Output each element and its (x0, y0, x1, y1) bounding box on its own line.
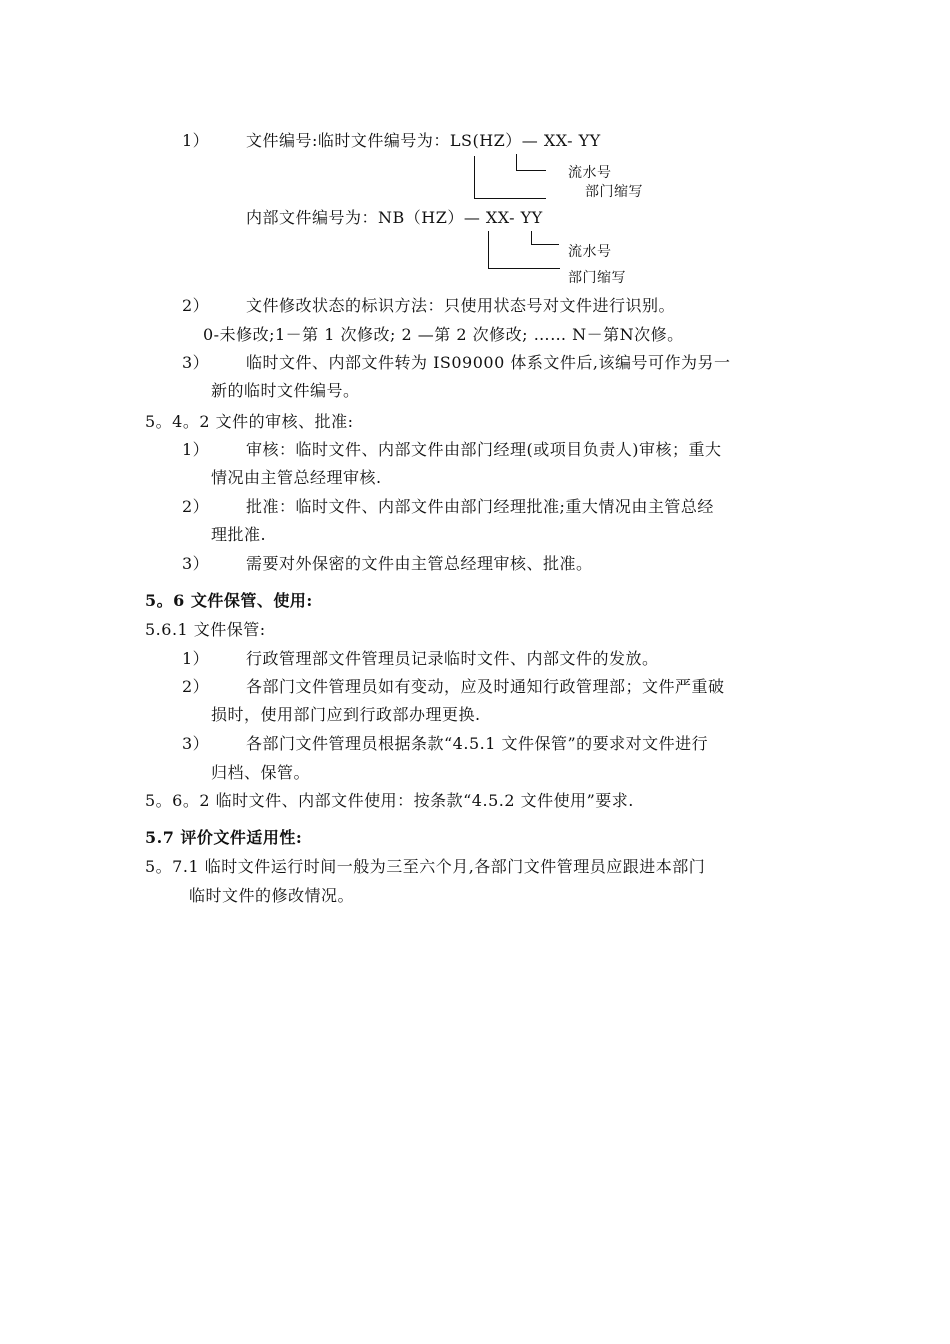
list-item-text: 批准：临时文件、内部文件由部门经理批准;重大情况由主管总经 (246, 497, 714, 516)
connector-line (474, 156, 475, 199)
subsection-heading: 5.6.1 文件保管: (145, 620, 266, 639)
item-number: 1） (182, 440, 210, 459)
item-number: 3） (182, 554, 210, 573)
connector-line (516, 170, 546, 171)
diagram-label-serial: 流水号 (568, 244, 612, 260)
item-number: 3） (182, 734, 210, 753)
section-heading: 5。4。2 文件的审核、批准: (145, 412, 354, 431)
section-heading: 5.7 评价文件适用性: (145, 828, 303, 847)
connector-line (531, 231, 532, 245)
internal-number-line: 内部文件编号为：NB（HZ）— XX- YY (246, 208, 543, 227)
list-item-text: 审核：临时文件、内部文件由部门经理(或项目负责人)审核；重大 (246, 440, 722, 459)
diagram-label-serial: 流水号 (568, 165, 612, 181)
list-item-text: 文件修改状态的标识方法：只使用状态号对文件进行识别。 (246, 296, 676, 315)
diagram-label-dept: 部门缩写 (585, 184, 643, 200)
list-item-text: 行政管理部文件管理员记录临时文件、内部文件的发放。 (246, 649, 659, 668)
list-item-text: 临时文件、内部文件转为 IS09000 体系文件后,该编号可作为另一 (246, 353, 731, 372)
list-item-text: 需要对外保密的文件由主管总经理审核、批准。 (246, 554, 593, 573)
paragraph-text: 临时文件的修改情况。 (189, 886, 355, 905)
connector-line (488, 231, 489, 269)
list-item-text: 损时，使用部门应到行政部办理更换. (211, 705, 481, 724)
list-item-text: 情况由主管总经理审核. (211, 468, 382, 487)
list-item-text: 新的临时文件编号。 (211, 381, 360, 400)
item-number: 3） (182, 353, 210, 372)
file-number-line: 文件编号:临时文件编号为：LS(HZ）— XX- YY (246, 131, 601, 150)
list-item-text: 各部门文件管理员根据条款“4.5.1 文件保管”的要求对文件进行 (246, 734, 709, 753)
item-number: 2） (182, 296, 210, 315)
item-number: 2） (182, 677, 210, 696)
connector-line (531, 244, 559, 245)
section-heading: 5。6 文件保管、使用: (145, 591, 313, 610)
item-number: 2） (182, 497, 210, 516)
connector-line (474, 198, 546, 199)
item-number: 1） (182, 131, 210, 150)
list-item-text: 理批准. (211, 525, 267, 544)
list-item-text: 归档、保管。 (211, 763, 311, 782)
item-number: 1） (182, 649, 210, 668)
connector-line (488, 268, 560, 269)
list-item-text: 0-未修改;1－第 1 次修改; 2 —第 2 次修改; …… N－第N次修。 (203, 325, 684, 344)
diagram-label-dept: 部门缩写 (568, 270, 626, 286)
list-item-text: 各部门文件管理员如有变动，应及时通知行政管理部；文件严重破 (246, 677, 725, 696)
connector-line (516, 154, 517, 171)
paragraph-text: 5。7.1 临时文件运行时间一般为三至六个月,各部门文件管理员应跟进本部门 (145, 857, 706, 876)
subsection-text: 5。6。2 临时文件、内部文件使用：按条款“4.5.2 文件使用”要求. (145, 791, 634, 810)
